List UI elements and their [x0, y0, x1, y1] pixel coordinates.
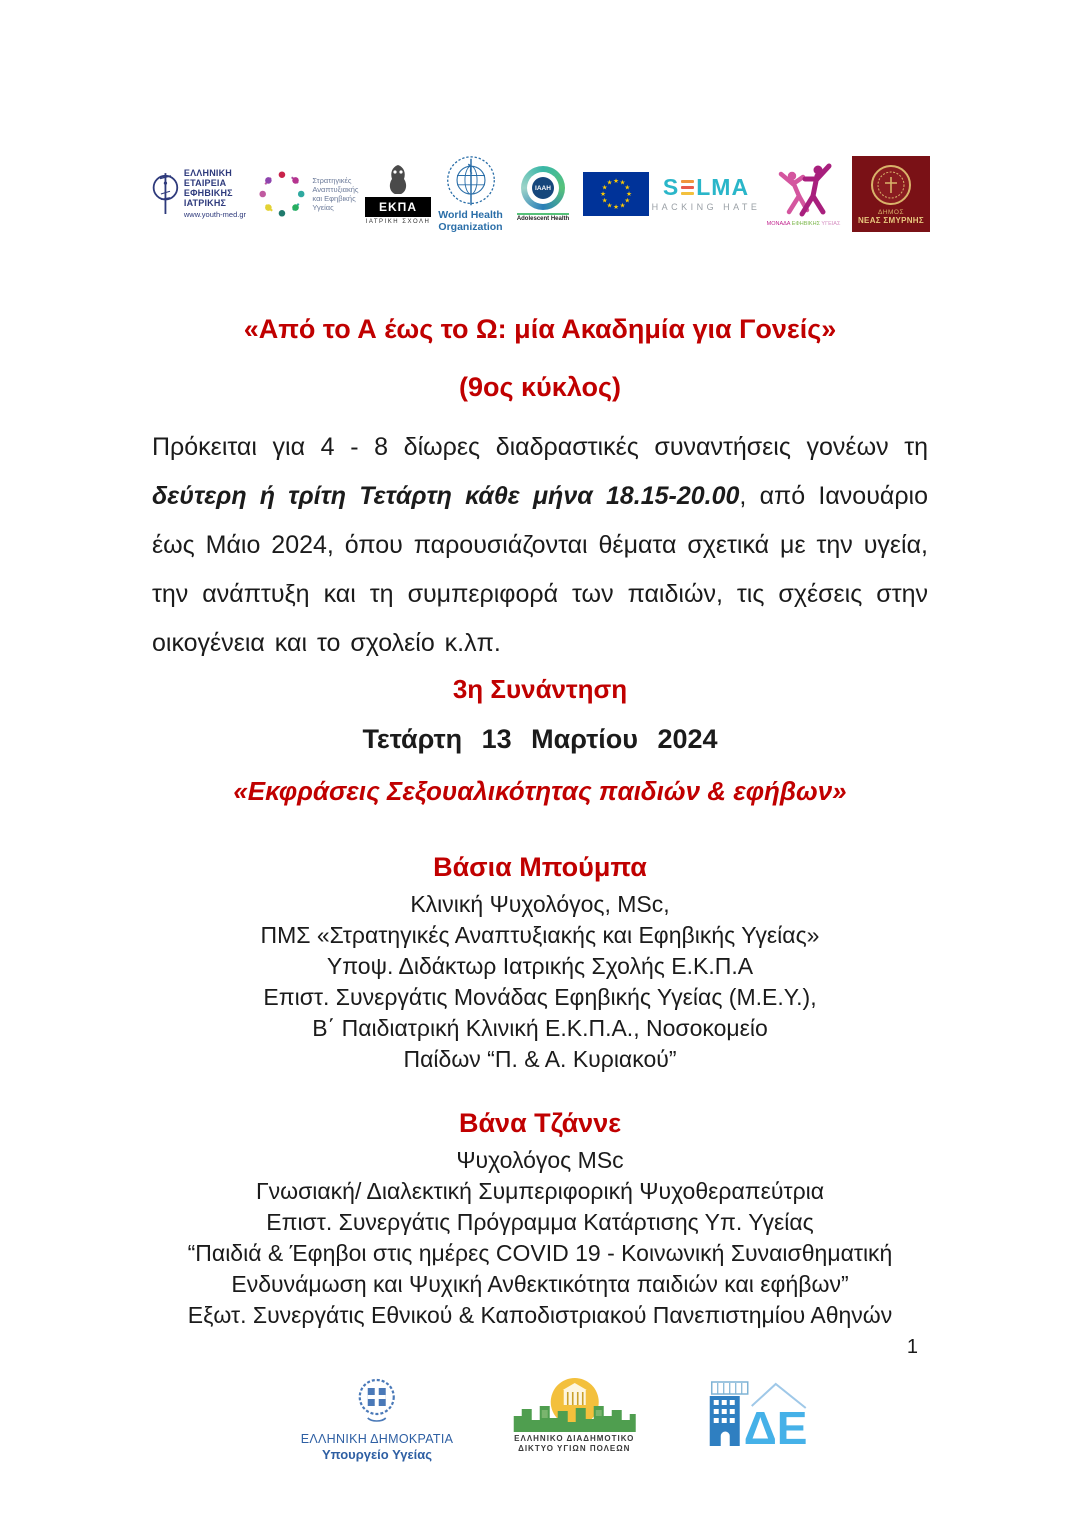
iaah-label: IAAH: [532, 177, 554, 199]
speaker-credential: Γνωσιακή/ Διαλεκτική Συμπεριφορική Ψυχοθεραπεύτρια: [255, 1178, 825, 1204]
logo-text-line: ΙΑΤΡΙΚΗΣ: [183, 198, 227, 208]
svg-text:★: ★: [625, 190, 632, 198]
iaah-ring-inner: [527, 172, 559, 204]
ekpa-label: ΕΚΠΑ: [365, 197, 431, 217]
logo-text-line: World Health: [438, 209, 503, 221]
logo-text-line: Υπουργείο Υγείας: [321, 1447, 433, 1462]
meeting-date: Τετάρτη 13 Μαρτίου 2024: [362, 724, 718, 754]
logo-strategies-adolescent-health: [255, 167, 359, 221]
selma-subtitle: HACKING HATE: [651, 202, 761, 212]
svg-text:★: ★: [601, 183, 608, 192]
logo-text-line: Αναπτυξιακής: [312, 185, 359, 194]
logo-dimos-neas-smyrnis: [852, 156, 930, 232]
paragraph-emphasis: δεύτερη ή τρίτη Τετάρτη κάθε μήνα 18.15-20.00: [152, 482, 740, 510]
de-label: ΔΕ: [743, 1402, 808, 1448]
sun-city-skyline-icon: [509, 1376, 639, 1434]
logo-text-line: ΝΕΑΣ ΣΜΥΡΝΗΣ: [857, 216, 924, 225]
mey-subtitle-part: ΜΟΝΑΔΑ: [766, 220, 792, 227]
mey-subtitle-part: ΥΓΕΙΑΣ: [819, 220, 841, 227]
logo-hellenic-republic: [301, 1376, 454, 1462]
who-emblem-icon: [444, 155, 498, 209]
speaker-credential: Β΄ Παιδιατρική Κλινική Ε.Κ.Π.Α., Νοσοκομείο: [312, 1015, 768, 1041]
page-number: 1: [906, 1336, 918, 1358]
speaker-section: [0, 852, 1080, 1075]
logo-selma: [651, 174, 761, 212]
paragraph-part: , από Ιανουάριο έως Μάιο 2024, όπου παρουσιάζονται θέματα σχετικά με την υγεία, την ανάπτυξη και τη συμπεριφορά των παιδιών, τις σχέσεις στην οικογένεια και το σχολείο κ.λπ.: [152, 482, 928, 657]
speaker-section: [0, 1108, 1080, 1331]
meeting-heading: 3η Συνάντηση: [452, 674, 628, 704]
svg-text:★: ★: [623, 196, 630, 205]
selma-letter-s: S: [662, 174, 680, 200]
svg-text:★: ★: [599, 190, 606, 198]
speaker-credential: Ενδυνάμωση και Ψυχική Ανθεκτικότητα παιδιών και εφήβων”: [231, 1271, 849, 1297]
logo-text-line: ΕΦΗΒΙΚΗΣ: [183, 188, 233, 198]
mey-subtitle: [767, 221, 841, 227]
logo-text-line: ΕΛΛΗΝΙΚΗ: [183, 168, 232, 178]
speaker-credential: ΠΜΣ «Στρατηγικές Αναπτυξιακής και Εφηβικής Υγείας»: [260, 922, 820, 948]
paragraph-part: Πρόκειται για 4 - 8 δίωρες διαδραστικές συναντήσεις γονέων τη: [152, 433, 928, 461]
svg-text:★: ★: [606, 178, 612, 187]
dots-circle-icon: [255, 167, 309, 221]
municipal-seal-icon: [869, 163, 913, 207]
speaker-credential: Ψυχολόγος MSc: [456, 1147, 624, 1173]
de-building-mountain-icon: [695, 1376, 807, 1448]
document-title: «Από το Α έως το Ω: μία Ακαδημία για Γονείς»: [243, 314, 837, 344]
svg-text:★: ★: [619, 201, 625, 210]
speaker-credential: Υποψ. Διδάκτωρ Ιατρικής Σχολής Ε.Κ.Π.Α: [326, 953, 754, 979]
ekpa-subtitle: ΙΑΤΡΙΚΗ ΣΧΟΛΗ: [365, 218, 431, 225]
svg-text:★: ★: [619, 178, 625, 187]
mey-subtitle-part: ΕΦΗΒΙΚΗΣ: [791, 220, 820, 227]
selma-e-bars-icon: [681, 180, 694, 195]
logo-text-line: και Εφηβικής: [312, 194, 356, 203]
staff-circle-icon: [150, 168, 181, 220]
iaah-ring-icon: [521, 166, 565, 210]
speaker-credential: Κλινική Ψυχολόγος, MSc,: [410, 891, 670, 917]
logo-healthy-cities-network: [509, 1376, 639, 1454]
greek-republic-emblem-icon: [354, 1376, 400, 1428]
logo-hellenic-society-adolescent-medicine: [150, 168, 246, 220]
eu-flag-icon: [583, 172, 649, 216]
logo-text-line: Υγείας: [312, 203, 334, 212]
logo-ekpa-medical-school: [367, 164, 429, 225]
logo-text-line: ΔΙΚΤΥΟ ΥΓΙΩΝ ΠΟΛΕΩΝ: [518, 1444, 631, 1453]
logo-de: [695, 1376, 807, 1448]
speaker-name: Βάνα Τζάννε: [458, 1108, 622, 1138]
svg-text:★: ★: [601, 196, 608, 205]
logo-text-line: Στρατηγικές: [312, 176, 352, 185]
footer-logo-strip: [301, 1376, 808, 1462]
intro-paragraph: [152, 423, 928, 668]
logo-adolescent-health-unit: [764, 162, 844, 227]
speaker-credential: Εξωτ. Συνεργάτις Εθνικού & Καποδιστριακού Πανεπιστημίου Αθηνών: [187, 1302, 893, 1328]
speaker-credential: Επιστ. Συνεργάτις Μονάδας Εφηβικής Υγείας (Μ.Ε.Υ.),: [263, 984, 817, 1010]
logo-text-line: ΕΛΛΗΝΙΚΟ ΔΙΑΔΗΜΟΤΙΚΟ: [514, 1434, 635, 1443]
logo-text-line: ΕΤΑΙΡΕΙΑ: [183, 178, 227, 188]
logo-url: www.youth-med.gr: [183, 210, 246, 219]
speaker-credential: Παίδων “Π. & Α. Κυριακού”: [403, 1046, 677, 1072]
speaker-name: Βάσια Μπούμπα: [433, 852, 647, 882]
svg-text:★: ★: [612, 203, 619, 211]
speaker-credential: Επιστ. Συνεργάτις Πρόγραμμα Κατάρτισης Υπ. Υγείας: [266, 1209, 814, 1235]
svg-text:★: ★: [606, 201, 612, 210]
logo-text: [184, 168, 246, 220]
selma-wordmark: [663, 176, 749, 198]
logo-text-line: ΕΛΛΗΝΙΚΗ ΔΗΜΟΚΡΑΤΙΑ: [300, 1432, 454, 1446]
meeting-topic: «Εκφράσεις Σεξουαλικότητας παιδιών & εφήβων»: [233, 776, 847, 806]
svg-text:★: ★: [612, 177, 619, 185]
speaker-credential: “Παιδιά & Έφηβοι στις ημέρες COVID 19 - Κοινωνική Συναισθηματική: [187, 1240, 893, 1266]
logo-world-health-organization: [438, 155, 504, 233]
iaah-subtitle: Adolescent Health: [517, 213, 569, 222]
logo-text: [312, 176, 358, 212]
document-cycle: (9ος κύκλος): [458, 372, 622, 402]
logo-text-line: Organization: [438, 221, 503, 233]
logo-iaah: [512, 166, 574, 222]
logo-text-line: ΔΗΜΟΣ: [877, 209, 905, 216]
owl-icon: [385, 164, 411, 196]
dancing-figures-icon: [771, 162, 837, 220]
selma-letters-lma: LMA: [696, 174, 750, 200]
header-logo-strip: [150, 146, 930, 242]
logo-eu-flag: [583, 172, 649, 216]
svg-text:★: ★: [623, 183, 630, 192]
